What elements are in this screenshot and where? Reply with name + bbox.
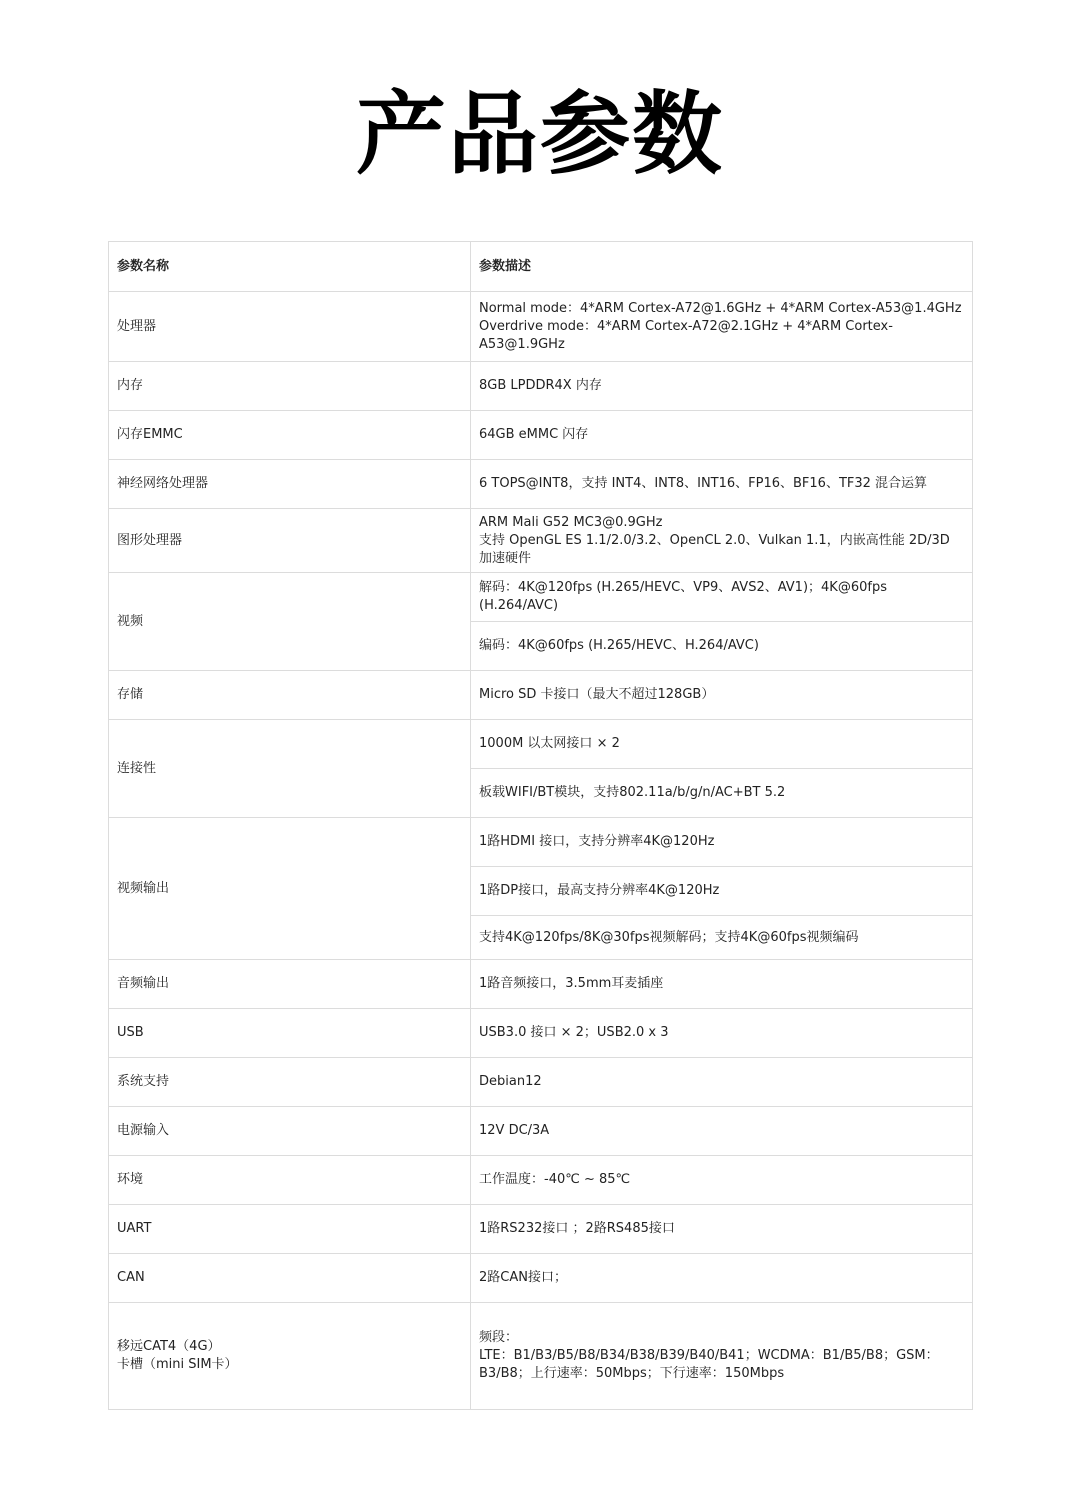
table-row xyxy=(109,1303,973,1410)
table-row xyxy=(109,1205,973,1254)
row-desc-dp: 1路DP接口，最高支持分辨率4K@120Hz xyxy=(471,867,973,916)
table-row xyxy=(109,1009,973,1058)
cellular-name-line: 卡槽（mini SIM卡） xyxy=(117,1357,238,1372)
table-row xyxy=(109,292,973,362)
row-name-storage: 存储 xyxy=(109,671,471,720)
row-desc-npu: 6 TOPS@INT8，支持 INT4、INT8、INT16、FP16、BF16、TF32 混合运算 xyxy=(471,460,973,509)
gpu-line: 支持 OpenGL ES 1.1/2.0/3.2、OpenCL 2.0、Vulkan 1.1，内嵌高性能 2D/3D xyxy=(479,532,950,548)
row-desc-video-encode: 编码：4K@60fps (H.265/HEVC、H.264/AVC) xyxy=(471,622,973,671)
table-row xyxy=(109,818,973,867)
row-name-video: 视频 xyxy=(109,573,471,671)
row-name-audio: 音频输出 xyxy=(109,960,471,1009)
page-title: 产品参数 xyxy=(356,82,724,187)
row-name-gpu: 图形处理器 xyxy=(109,509,471,573)
spec-table xyxy=(108,241,973,1410)
row-desc-hdmi: 1路HDMI 接口，支持分辨率4K@120Hz xyxy=(471,818,973,867)
header-param-desc: 参数描述 xyxy=(471,242,973,292)
video-decode-line: 解码：4K@120fps (H.265/HEVC、VP9、AVS2、AV1)；4K@60fps xyxy=(479,580,887,595)
row-name-npu: 神经网络处理器 xyxy=(109,460,471,509)
cpu-line: Normal mode：4*ARM Cortex-A72@1.6GHz + 4*ARM Cortex-A53@1.4GHz xyxy=(479,300,962,316)
row-name-cellular xyxy=(109,1303,471,1410)
gpu-line: 加速硬件 xyxy=(479,550,532,566)
table-row xyxy=(109,362,973,411)
row-name-video-out: 视频输出 xyxy=(109,818,471,960)
row-name-os: 系统支持 xyxy=(109,1058,471,1107)
row-desc-usb: USB3.0 接口 × 2；USB2.0 x 3 xyxy=(471,1009,973,1058)
table-row xyxy=(109,1254,973,1303)
row-name-usb: USB xyxy=(109,1009,471,1058)
cpu-line: Overdrive mode：4*ARM Cortex-A72@2.1GHz + 4*ARM Cortex- xyxy=(479,318,893,334)
table-row xyxy=(109,573,973,622)
row-desc-gpu xyxy=(471,509,973,573)
table-row xyxy=(109,1156,973,1205)
table-row xyxy=(109,509,973,573)
video-decode-line: (H.264/AVC) xyxy=(479,598,559,613)
row-desc-cellular xyxy=(471,1303,973,1410)
cellular-name-line: 移远CAT4（4G） xyxy=(117,1339,221,1354)
table-header-row xyxy=(109,242,973,292)
row-name-connectivity: 连接性 xyxy=(109,720,471,818)
header-param-name: 参数名称 xyxy=(109,242,471,292)
row-desc-ram: 8GB LPDDR4X 内存 xyxy=(471,362,973,411)
row-desc-power: 12V DC/3A xyxy=(471,1107,973,1156)
row-desc-emmc: 64GB eMMC 闪存 xyxy=(471,411,973,460)
row-name-cpu: 处理器 xyxy=(109,292,471,362)
table-row xyxy=(109,720,973,769)
row-desc-ethernet: 1000M 以太网接口 × 2 xyxy=(471,720,973,769)
table-row xyxy=(109,671,973,720)
row-desc-cpu xyxy=(471,292,973,362)
row-desc-can: 2路CAN接口； xyxy=(471,1254,973,1303)
table-row xyxy=(109,1058,973,1107)
row-name-env: 环境 xyxy=(109,1156,471,1205)
gpu-line: ARM Mali G52 MC3@0.9GHz xyxy=(479,514,663,530)
table-row xyxy=(109,1107,973,1156)
row-name-uart: UART xyxy=(109,1205,471,1254)
row-desc-video-decode xyxy=(471,573,973,622)
row-name-power: 电源输入 xyxy=(109,1107,471,1156)
row-desc-wifi: 板载WIFI/BT模块，支持802.11a/b/g/n/AC+BT 5.2 xyxy=(471,769,973,818)
row-name-emmc: 闪存EMMC xyxy=(109,411,471,460)
table-row xyxy=(109,411,973,460)
row-desc-os: Debian12 xyxy=(471,1058,973,1107)
cellular-line: LTE：B1/B3/B5/B8/B34/B38/B39/B40/B41；WCDMA：B1/B5/B8；GSM： xyxy=(479,1348,939,1363)
row-desc-env: 工作温度：-40℃ ~ 85℃ xyxy=(471,1156,973,1205)
row-name-ram: 内存 xyxy=(109,362,471,411)
cellular-line: B3/B8；上行速率：50Mbps；下行速率：150Mbps xyxy=(479,1366,785,1381)
row-desc-storage: Micro SD 卡接口（最大不超过128GB） xyxy=(471,671,973,720)
table-row xyxy=(109,460,973,509)
cellular-line: 频段： xyxy=(479,1330,519,1345)
row-desc-audio: 1路音频接口，3.5mm耳麦插座 xyxy=(471,960,973,1009)
cpu-line: A53@1.9GHz xyxy=(479,336,565,352)
row-desc-codec: 支持4K@120fps/8K@30fps视频解码；支持4K@60fps视频编码 xyxy=(471,916,973,960)
table-row xyxy=(109,960,973,1009)
row-desc-uart: 1路RS232接口 ；2路RS485接口 xyxy=(471,1205,973,1254)
row-name-can: CAN xyxy=(109,1254,471,1303)
